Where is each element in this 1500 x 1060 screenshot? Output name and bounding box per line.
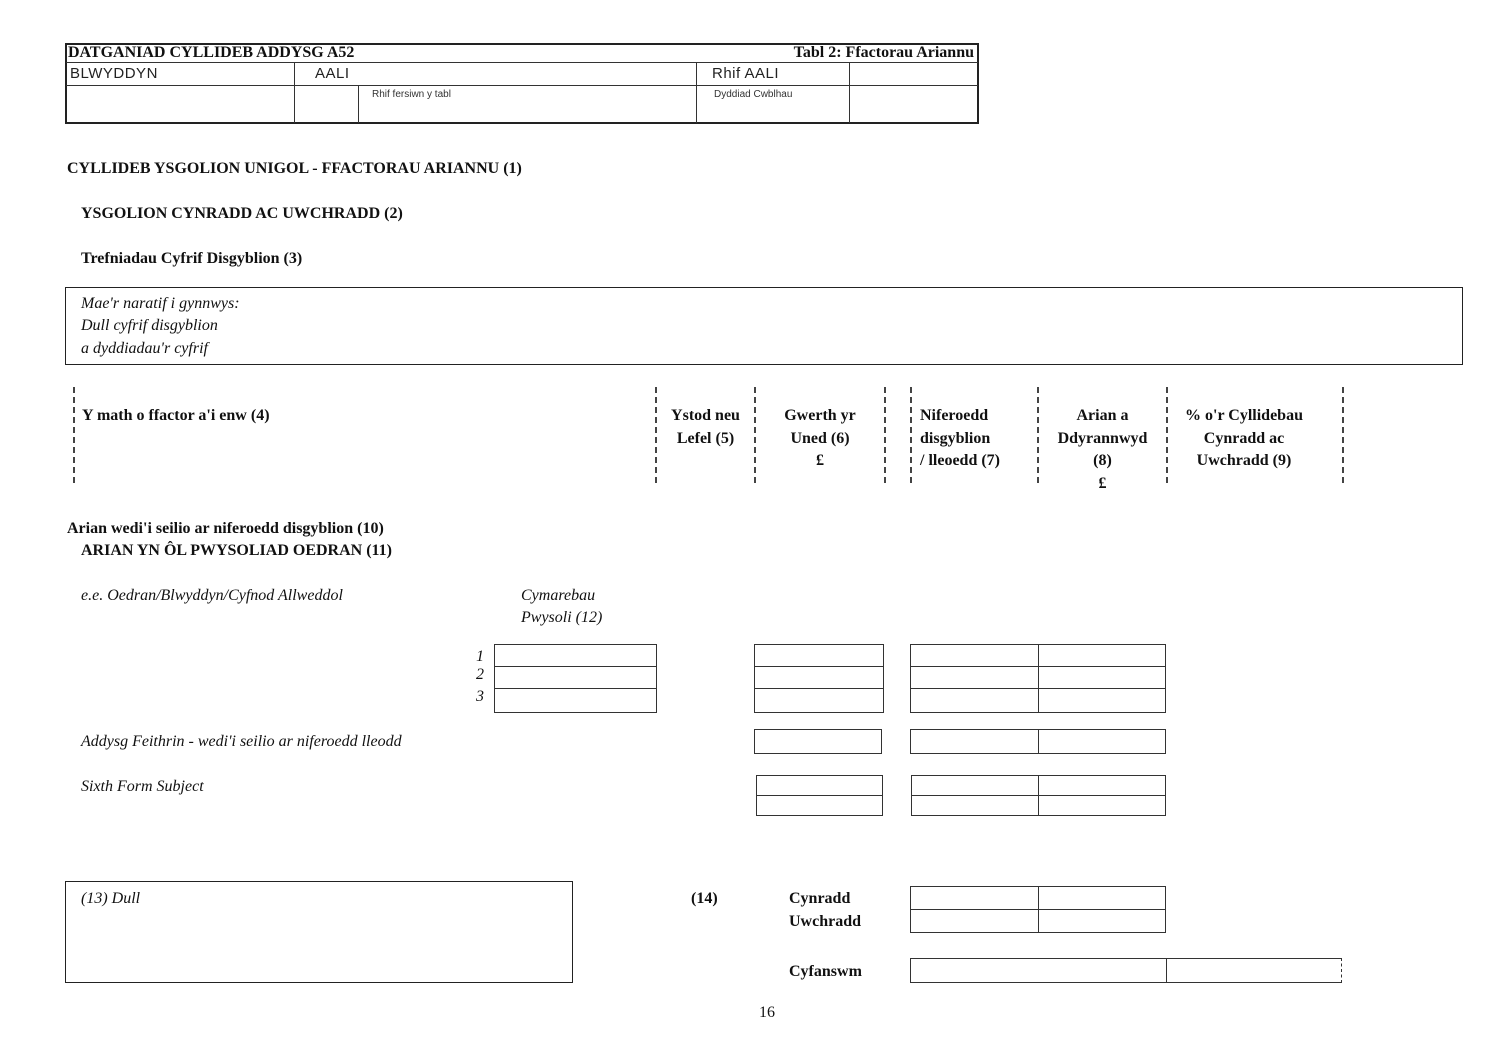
secondary-label: Uwchradd xyxy=(789,913,862,930)
column-header-pupils: Niferoedd disgyblion / lleoedd (7) xyxy=(920,407,1000,469)
row-number: 3 xyxy=(476,688,484,705)
unit-value-input[interactable] xyxy=(754,688,884,713)
secondary-allocated-input[interactable] xyxy=(1038,909,1166,933)
weighting-ratio-input[interactable] xyxy=(494,666,657,689)
column-header-range: Ystod neu Lefel (5) xyxy=(671,407,740,447)
total-label: Cyfanswm xyxy=(789,963,862,980)
unit-value-input[interactable] xyxy=(754,666,884,689)
table-reference: Tabl 2: Ffactorau Ariannu xyxy=(793,44,974,61)
unit-value-input[interactable] xyxy=(754,644,884,667)
nursery-pupil-numbers-input[interactable] xyxy=(910,729,1039,754)
total-allocated-input[interactable] xyxy=(910,958,1167,983)
weighting-label: Pwysoli (12) xyxy=(521,609,603,626)
nursery-unit-value-input[interactable] xyxy=(754,729,882,754)
example-label: e.e. Oedran/Blwyddyn/Cyfnod Allweddol xyxy=(81,587,343,604)
secondary-pupils-input[interactable] xyxy=(910,909,1039,933)
column-separator xyxy=(884,387,886,483)
column-separator xyxy=(1342,387,1344,483)
rhif-fersiwn-label: Rhif fersiwn y tabl xyxy=(372,89,451,100)
narrative-box xyxy=(65,287,1463,365)
sixth-form-allocated-funding-input[interactable] xyxy=(1038,795,1166,816)
column-header-unit-value: Gwerth yr Uned (6) £ xyxy=(784,407,856,469)
nursery-label: Addysg Feithrin - wedi'i seilio ar niferoedd lleodd xyxy=(81,733,402,750)
aali-label: AALI xyxy=(315,65,350,82)
subsection-heading: YSGOLION CYNRADD AC UWCHRADD (2) xyxy=(81,205,403,222)
nursery-allocated-funding-input[interactable] xyxy=(1038,729,1166,754)
sixth-form-pupil-numbers-input[interactable] xyxy=(911,795,1039,816)
header-divider xyxy=(849,63,850,123)
weighting-ratio-input[interactable] xyxy=(494,688,657,713)
pupil-numbers-input[interactable] xyxy=(910,688,1039,713)
narrative-line: Mae'r naratif i gynnwys: xyxy=(81,295,240,312)
pupil-based-funding-heading: Arian wedi'i seilio ar niferoedd disgyblion (10) xyxy=(67,520,384,537)
sixth-form-allocated-funding-input[interactable] xyxy=(1038,775,1166,796)
column-header-allocated: Arian a Ddyrannwyd (8) £ xyxy=(1057,407,1148,492)
method-label: (13) Dull xyxy=(81,890,141,907)
dyddiad-cwblhau-label: Dyddiad Cwblhau xyxy=(714,89,793,100)
column-header-percent: % o'r Cyllidebau Cynradd ac Uwchradd (9) xyxy=(1185,407,1303,469)
header-divider xyxy=(358,86,359,123)
sixth-form-unit-value-input[interactable] xyxy=(756,795,883,816)
pupil-numbers-input[interactable] xyxy=(910,666,1039,689)
pupil-numbers-input[interactable] xyxy=(910,644,1039,667)
allocated-funding-input[interactable] xyxy=(1038,666,1166,689)
primary-label: Cynradd xyxy=(789,890,851,907)
header-divider xyxy=(294,63,295,123)
row-number: 1 xyxy=(476,648,484,665)
rhif-aali-label: Rhif AALI xyxy=(712,65,780,82)
narrative-line: Dull cyfrif disgyblion xyxy=(81,317,218,334)
column-header-factor: Y math o ffactor a'i enw (4) xyxy=(82,407,270,424)
narrative-line: a dyddiadau'r cyfrif xyxy=(81,340,208,357)
total-percent-input[interactable] xyxy=(1166,958,1342,983)
document-title: DATGANIAD CYLLIDEB ADDYSG A52 xyxy=(68,44,355,61)
primary-pupils-input[interactable] xyxy=(910,886,1039,910)
age-weighting-heading: ARIAN YN ÔL PWYSOLIAD OEDRAN (11) xyxy=(81,542,392,559)
column-separator xyxy=(73,387,75,483)
blwyddyn-label: BLWYDDYN xyxy=(70,65,158,82)
header-divider xyxy=(696,63,697,123)
page-number: 16 xyxy=(759,1004,775,1021)
sixth-form-pupil-numbers-input[interactable] xyxy=(911,775,1039,796)
method-box[interactable] xyxy=(65,881,573,983)
header-divider xyxy=(66,62,978,63)
allocated-funding-input[interactable] xyxy=(1038,644,1166,667)
sixth-form-label: Sixth Form Subject xyxy=(81,778,204,795)
header-divider xyxy=(66,85,978,86)
sixth-form-unit-value-input[interactable] xyxy=(756,775,883,796)
allocated-funding-input[interactable] xyxy=(1038,688,1166,713)
row-number: 2 xyxy=(476,666,484,683)
pupil-counting-heading: Trefniadau Cyfrif Disgyblion (3) xyxy=(81,250,303,267)
primary-allocated-input[interactable] xyxy=(1038,886,1166,910)
ratios-label: Cymarebau xyxy=(521,587,596,604)
note-14-label: (14) xyxy=(691,890,718,907)
section-heading: CYLLIDEB YSGOLION UNIGOL - FFACTORAU ARIANNU (1) xyxy=(67,160,522,177)
weighting-ratio-input[interactable] xyxy=(494,644,657,667)
